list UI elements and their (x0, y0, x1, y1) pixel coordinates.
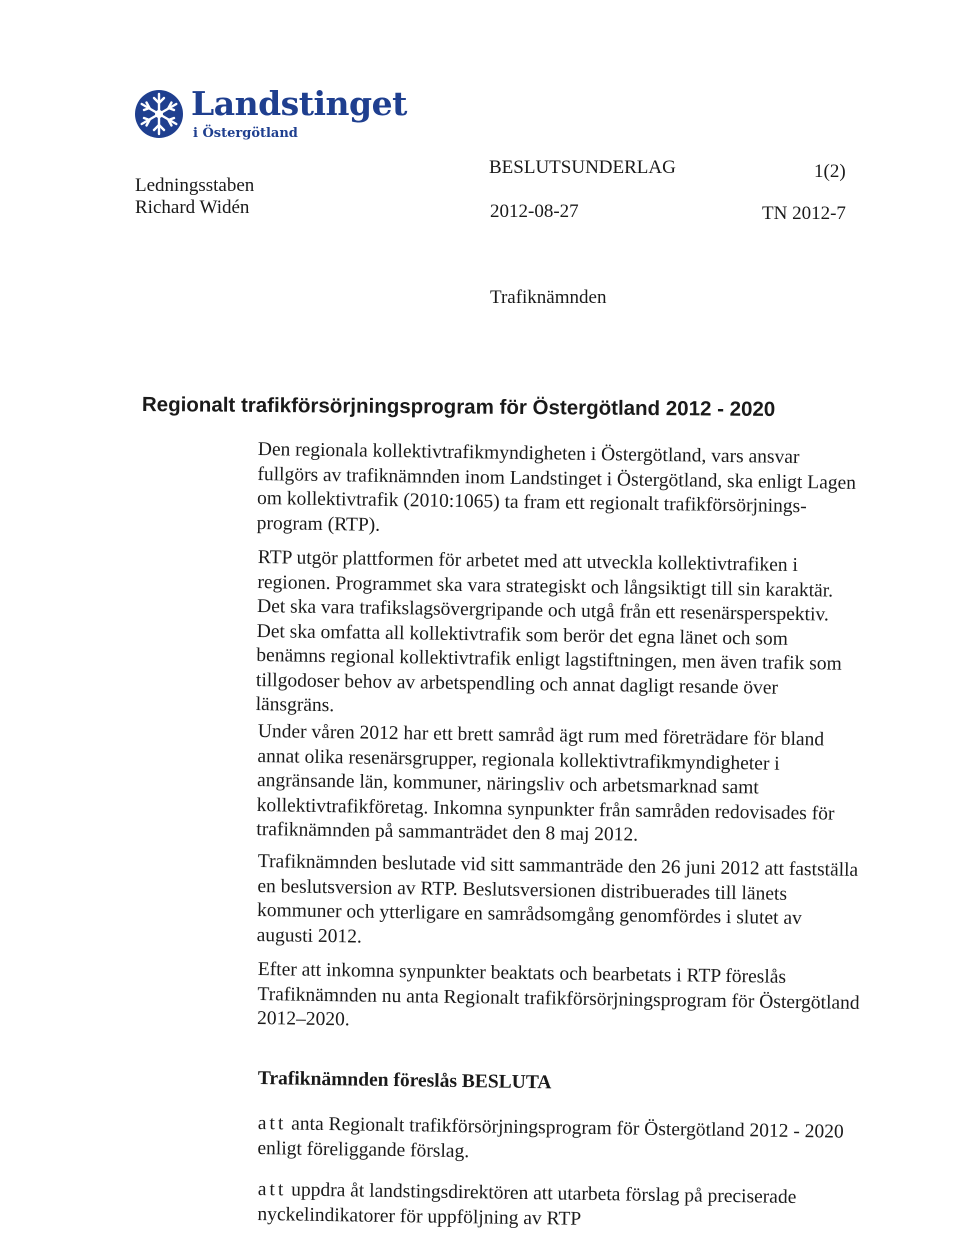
decision-heading: Trafiknämnden föreslås BESLUTA (257, 1068, 552, 1094)
paragraph-line: Efter att inkomna synpunkter beaktats och bearbetats i RTP föreslås (257, 958, 787, 988)
paragraph-line: kommuner och ytterligare en samrådsomgång genomfördes i slutet av (256, 899, 802, 930)
recipient: Trafiknämnden (490, 287, 607, 308)
paragraph-5 (257, 958, 860, 1040)
decision-line: nyckelindikatorer för uppföljning av RTP (257, 1203, 582, 1230)
document-date: 2012-08-27 (490, 201, 579, 222)
paragraph-line: augusti 2012. (256, 924, 362, 948)
decision-item-1 (257, 1112, 844, 1170)
paragraph-4 (257, 850, 859, 957)
decision-item-2 (257, 1178, 796, 1235)
paragraph-line: länsgräns. (255, 693, 335, 717)
reference-number: TN 2012-7 (762, 203, 846, 224)
paragraph-line: kollektivtrafikföretag. Inkomna synpunkter från samråden redovisades för (256, 794, 835, 825)
paragraph-2 (255, 546, 843, 726)
paragraph-line: Trafiknämnden nu anta Regionalt trafikförsörjningsprogram för Östergötland (257, 983, 860, 1014)
paragraph-line: en beslutsversion av RTP. Beslutsversionen distribuerades till länets (257, 875, 788, 905)
paragraph-line: om kollektivtrafik (2010:1065) ta fram ett regionalt trafikförsörjnings- (256, 487, 807, 518)
paragraph-line: regionen. Programmet ska vara strategiskt och långsiktigt till sin karaktär. (257, 571, 834, 602)
att-marker: att (257, 1178, 287, 1201)
paragraph-line: benämns regional kollektivtrafik enligt lagstiftningen, men även trafik som (256, 644, 842, 675)
paragraph-line: RTP utgör plattformen för arbetet med att utveckla kollektivtrafiken i (257, 546, 799, 577)
paragraph-line: Det ska omfatta all kollektivtrafik som berör det egna länet och som (256, 620, 789, 650)
paragraph-line: annat olika resenärsgrupper, regionala kollektivtrafikmyndigheter i (257, 745, 780, 775)
paragraph-line: Under våren 2012 har ett brett samråd ägt rum med företrädare för bland (257, 720, 825, 751)
paragraph-line: tillgodoser behov av arbetspendling och annat dagligt resande över (255, 669, 779, 699)
decision-text: anta Regionalt trafikförsörjningsprogram för Östergötland 2012 - 2020 (291, 1113, 844, 1143)
landstinget-logo (133, 84, 407, 154)
paragraph-line: Det ska vara trafikslagsövergripande och utgå från ett resenärsperspektiv. (256, 595, 829, 626)
decision-text: uppdra åt landstingsdirektören att utarbeta förslag på preciserade (291, 1179, 797, 1208)
paragraph-1 (257, 438, 857, 545)
paragraph-line: Den regionala kollektivtrafikmyndigheten i Östergötland, vars ansvar (257, 438, 800, 469)
page-number: 1(2) (814, 161, 846, 182)
logo-subname: i Östergötland (193, 126, 298, 141)
att-marker: att (257, 1112, 287, 1135)
decision-line: enligt föreliggande förslag. (257, 1137, 470, 1162)
logo-name: Landstinget (191, 84, 407, 123)
paragraph-3 (256, 720, 836, 851)
paragraph-line: 2012–2020. (256, 1007, 350, 1031)
paragraph-line: program (RTP). (256, 512, 381, 536)
paragraph-line: fullgörs av trafiknämnden inom Landstinget i Östergötland, ska enligt Lagen (257, 463, 857, 494)
department: Ledningsstaben (135, 175, 255, 196)
author: Richard Widén (135, 197, 250, 218)
document-type: BESLUTSUNDERLAG (489, 157, 676, 178)
paragraph-line: Trafiknämnden beslutade vid sitt sammanträde den 26 juni 2012 att fastställa (257, 850, 859, 881)
document-title: Regionalt trafikförsörjningsprogram för Östergötland 2012 - 2020 (141, 393, 776, 421)
paragraph-line: trafiknämnden på sammanträdet den 8 maj 2012. (256, 818, 639, 846)
snowflake-emblem-icon (133, 88, 185, 140)
paragraph-line: angränsande län, kommuner, näringsliv och arbetsmarknad samt (256, 769, 759, 799)
